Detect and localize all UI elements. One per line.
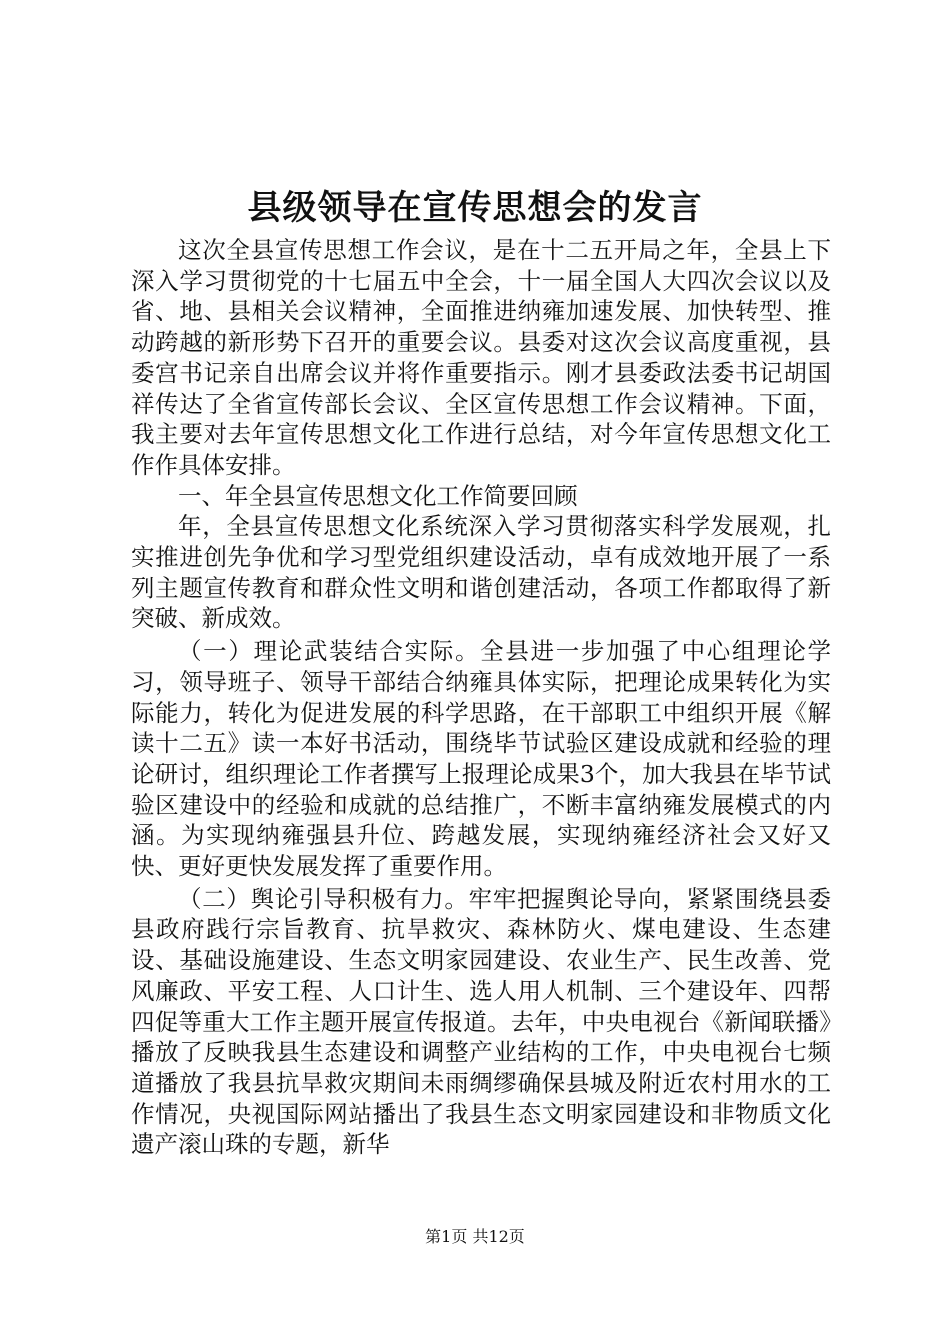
document-body [131, 235, 831, 1160]
body-paragraph: 年，全县宣传思想文化系统深入学习贯彻落实科学发展观，扎实推进创先争优和学习型党组织建设活动，卓有成效地开展了一系列主题宣传教育和群众性文明和谐创建活动，各项工作都取得了新突破、新成效。 [131, 512, 831, 633]
body-paragraph: （二）舆论引导积极有力。牢牢把握舆论导向，紧紧围绕县委县政府践行宗旨教育、抗旱救灾、森林防火、煤电建设、生态建设、基础设施建设、生态文明家园建设、农业生产、民生改善、党风廉政、平安工程、人口计生、选人用人机制、三个建设年、四帮四促等重大工作主题开展宣传报道。去年，中央电视台《新闻联播》播放了反映我县生态建设和调整产业结构的工作，中央电视台七频道播放了我县抗旱救灾期间未雨绸缪确保县城及附近农村用水的工作情况，央视国际网站播出了我县生态文明家园建设和非物质文化遗产滚山珠的专题，新华 [131, 884, 831, 1159]
page-footer: 第1页 共12页 [425, 1227, 525, 1246]
body-paragraph: （一）理论武装结合实际。全县进一步加强了中心组理论学习，领导班子、领导干部结合纳雍具体实际，把理论成果转化为实际能力，转化为促进发展的科学思路，在干部职工中组织开展《解读十二五》读一本好书活动，围绕毕节试验区建设成就和经验的理论研讨，组织理论工作者撰写上报理论成果3个，加大我县在毕节试验区建设中的经验和成就的总结推广，不断丰富纳雍发展模式的内涵。为实现纳雍强县升位、跨越发展，实现纳雍经济社会又好又快、更好更快发展发挥了重要作用。 [131, 637, 831, 881]
body-paragraph: 这次全县宣传思想工作会议，是在十二五开局之年，全县上下深入学习贯彻党的十七届五中全会，十一届全国人大四次会议以及省、地、县相关会议精神，全面推进纳雍加速发展、加快转型、推动跨越的新形势下召开的重要会议。县委对这次会议高度重视，县委宫书记亲自出席会议并将作重要指示。刚才县委政法委书记胡国祥传达了全省宣传部长会议、全区宣传思想工作会议精神。下面，我主要对去年宣传思想文化工作进行总结，对今年宣传思想文化工作作具体安排。 [131, 236, 831, 479]
document-title: 县级领导在宣传思想会的发言 [247, 188, 703, 228]
section-heading: 一、年全县宣传思想文化工作简要回顾 [178, 481, 578, 510]
